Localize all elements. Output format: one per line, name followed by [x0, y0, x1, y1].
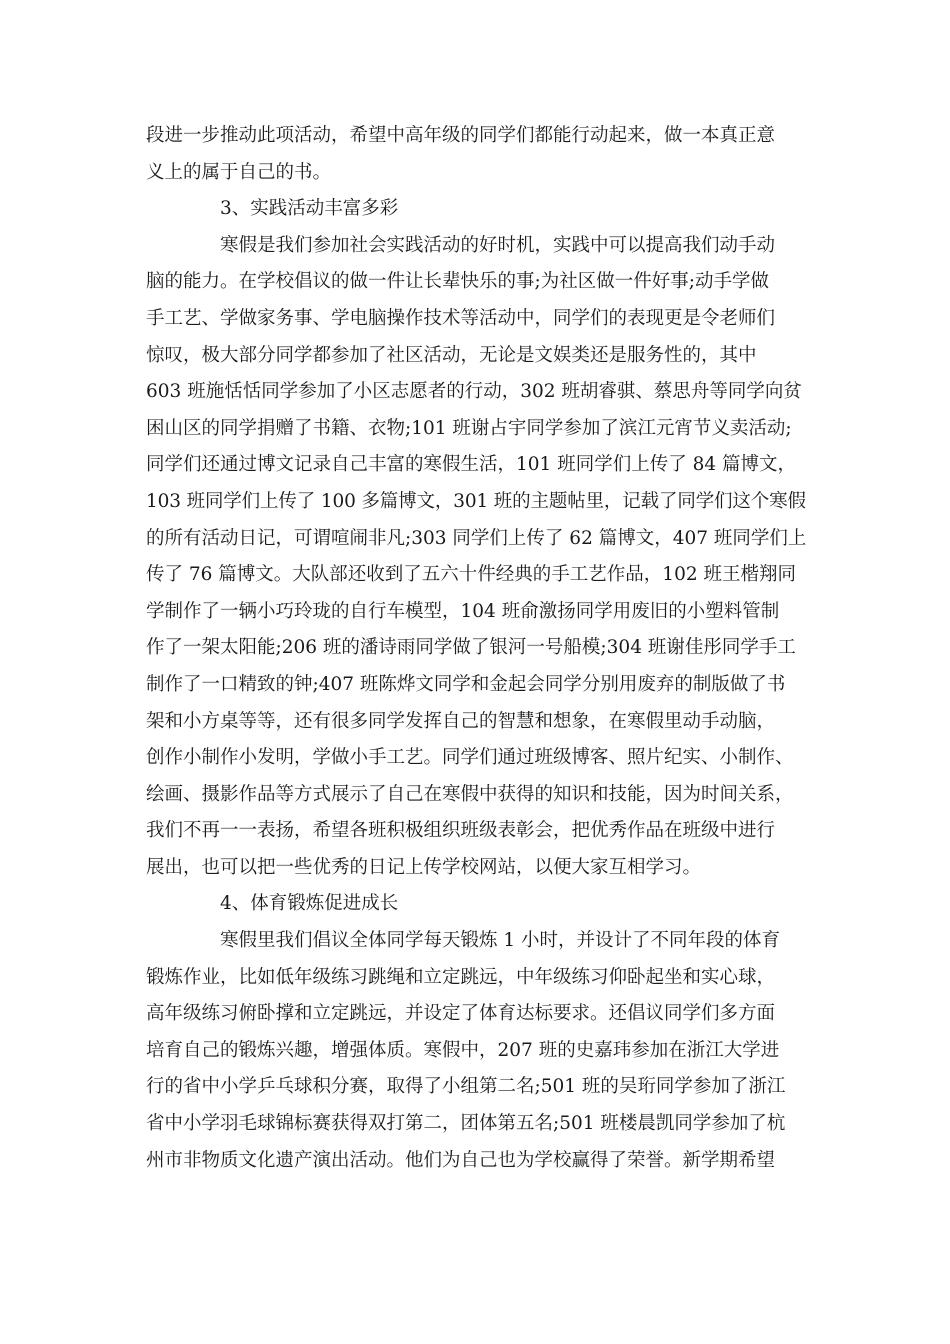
- text-line: 制作了一口精致的钟;407 班陈烨文同学和金起会同学分别用废弃的制版做了书: [146, 673, 786, 695]
- text-line: 学制作了一辆小巧玲珑的自行车模型，104 班俞激扬同学用废旧的小塑料管制: [146, 600, 780, 622]
- text-line: 段进一步推动此项活动，希望中高年级的同学们都能行动起来，做一本真正意: [146, 125, 776, 146]
- text-line: 行的省中小学乒乓球积分赛，取得了小组第二名;501 班的吴珩同学参加了浙江: [146, 1076, 786, 1098]
- text-line: 我们不再一一表扬，希望各班积极组织班级表彰会，把优秀作品在班级中进行: [146, 820, 776, 842]
- text-line: 603 班施恬恬同学参加了小区志愿者的行动，302 班胡睿骐、蔡思舟等同学向贫: [146, 381, 802, 403]
- text-line: 脑的能力。在学校倡议的做一件让长辈快乐的事;为社区做一件好事;动手学做: [146, 271, 769, 293]
- text-line: 传了 76 篇博文。大队部还收到了五六十件经典的手工艺作品，102 班王楷翔同: [146, 564, 796, 586]
- text-line: 培育自己的锻炼兴趣，增强体质。寒假中，207 班的史嘉玮参加在浙江大学进: [146, 1039, 780, 1061]
- text-line: 绘画、摄影作品等方式展示了自己在寒假中获得的知识和技能，因为时间关系，: [146, 783, 794, 805]
- text-line: 架和小方桌等等，还有很多同学发挥自己的智慧和想象，在寒假里动手动脑，: [146, 710, 776, 732]
- text-line: 同学们还通过博文记录自己丰富的寒假生活，101 班同学们上传了 84 篇博文，: [146, 454, 796, 476]
- document-body: [146, 118, 806, 1179]
- text-line: 困山区的同学捐赠了书籍、衣物;101 班谢占宇同学参加了滨江元宵节义卖活动;: [146, 417, 792, 439]
- text-line: 高年级练习俯卧撑和立定跳远，并设定了体育达标要求。还倡议同学们多方面: [146, 1003, 776, 1025]
- text-line: 的所有活动日记，可谓喧闹非凡;303 同学们上传了 62 篇博文，407 班同学们上: [146, 527, 807, 549]
- text-line: 州市非物质文化遗产演出活动。他们为自己也为学校赢得了荣誉。新学期希望: [146, 1149, 776, 1171]
- text-line: 义上的属于自己的书。: [146, 161, 332, 183]
- text-line: 展出，也可以把一些优秀的日记上传学校网站，以便大家互相学习。: [146, 856, 702, 878]
- text-line: 惊叹，极大部分同学都参加了社区活动，无论是文娱类还是服务性的，其中: [146, 344, 757, 366]
- text-line: 手工艺、学做家务事、学电脑操作技术等活动中，同学们的表现更是令老师们: [146, 307, 776, 329]
- section-heading: 3、实践活动丰富多彩: [220, 198, 399, 220]
- text-line: 省中小学羽毛球锦标赛获得双打第二，团体第五名;501 班楼晨凯同学参加了杭: [146, 1113, 786, 1135]
- text-line: 作了一架太阳能;206 班的潘诗雨同学做了银河一号船模;304 班谢佳彤同学手工: [146, 637, 796, 659]
- text-line: 创作小制作小发明，学做小手工艺。同学们通过班级博客、照片纪实、小制作、: [146, 747, 794, 769]
- text-line: 103 班同学们上传了 100 多篇博文，301 班的主题帖里，记载了同学们这个寒假: [146, 490, 806, 512]
- section-heading: 4、体育锻炼促进成长: [220, 893, 399, 915]
- text-line: 锻炼作业，比如低年级练习跳绳和立定跳远，中年级练习仰卧起坐和实心球，: [146, 966, 776, 988]
- text-line: 寒假是我们参加社会实践活动的好时机，实践中可以提高我们动手动: [220, 234, 776, 256]
- text-line: 寒假里我们倡议全体同学每天锻炼 1 小时，并设计了不同年段的体育: [220, 930, 781, 952]
